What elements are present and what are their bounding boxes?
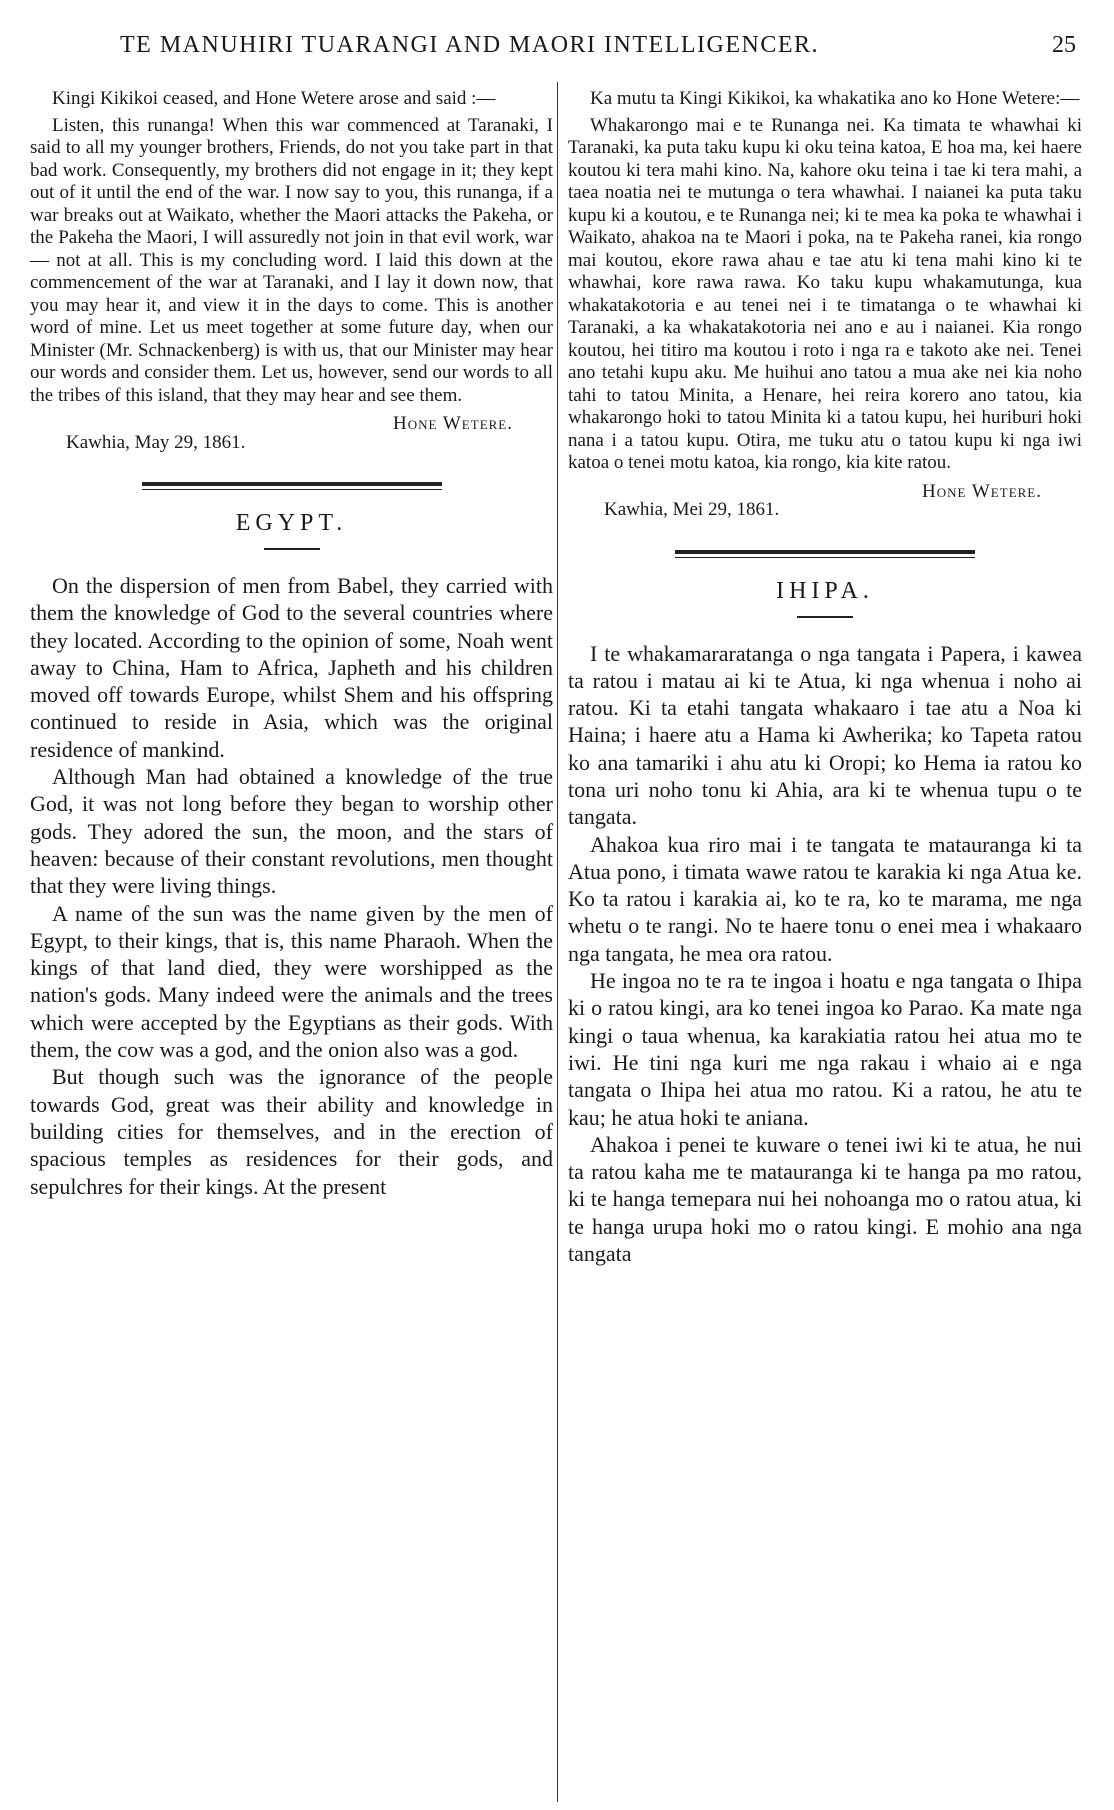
article-paragraph: A name of the sun was the name given by the men of Egypt, to their kings, that is, this name Pharaoh. When the kings of that land died, they were worshipped as the nation's gods. Many indeed were the animals and the trees which were accepted by the Egyptians as their gods. With them, the cow was a god, and the onion also was a god. bbox=[30, 900, 553, 1063]
article-paragraph: But though such was the ignorance of the people towards God, great was their ability and knowledge in building cities for themselves, and in the erection of spacious temples as residences for their gods, and sepulchres for their kings. At the present bbox=[30, 1064, 553, 1199]
article-title: EGYPT. bbox=[235, 510, 348, 536]
letter-dateline: Kawhia, Mei 29, 1861. bbox=[604, 499, 780, 520]
column-divider bbox=[557, 82, 558, 1802]
title-underline bbox=[264, 548, 320, 550]
article-paragraph: I te whakamararatanga o nga tangata i Papera, i kawea ta ratou i matau ai ki te Atua, ki nga whenua i noho ai ratou. Ki ta etahi tangata whakaaro i tae atu a Noa ki Haina; i haere atu a Hama ki Awherika; ko Tapeta ratou ko ana tamariki i ahu atu ki Oropi; ko Hema ia ratou ko tona uri noho tonu ki Ahia, ara ki te whenua tupu o te tangata. bbox=[568, 640, 1082, 830]
maori-letter bbox=[568, 88, 1082, 522]
title-underline bbox=[797, 616, 853, 618]
page-header bbox=[0, 32, 1114, 66]
letter-body: Listen, this runanga! When this war commenced at Taranaki, I said to all my younger brothers, Friends, do not you take part in that bad work. Consequently, my brothers did not engage in it; they kept out of it until the end of the war. I now say to you, this runanga, if a war breaks out at Waikato, whether the Maori attacks the Pakeha, or the Pakeha the Maori, I will assuredly not join in that evil work, war— not at all. This is my concluding word. I laid this down at the commencement of the war at Taranaki, and I lay it down now, that you may hear it, and view it in the days to come. This is another word of mine. Let us meet together at some future day, when our Minister (Mr. Schnackenberg) is with us, that our Minister may hear our words and consider them. Let us, however, send our words to all the tribes of this island, that they may hear and see them. bbox=[30, 114, 553, 406]
article-title: IHIPA. bbox=[776, 577, 874, 604]
letter-signature: Hone Wetere. bbox=[922, 480, 1042, 502]
article-paragraph: On the dispersion of men from Babel, they carried with them the knowledge of God to the several countries where they located. According to the opinion of some, Noah went away to China, Ham to Africa, Japheth and his children moved off towards Europe, whilst Shem and his offspring continued to reside in Asia, which was the original residence of mankind. bbox=[30, 573, 553, 762]
letter-intro: Ka mutu ta Kingi Kikikoi, ka whakatika ano ko Hone Wetere:— bbox=[590, 88, 1080, 109]
letter-signature: Hone Wetere. bbox=[393, 413, 513, 434]
article-paragraph: Although Man had obtained a knowledge of the true God, it was not long before they began to worship other gods. They adored the sun, the moon, and the stars of heaven: because of their constant revolutions, men thought that they were living things. bbox=[30, 764, 553, 899]
article-paragraph: Ahakoa i penei te kuware o tenei iwi ki te atua, he nui ta ratou kaha me te matauranga ki te hanga pa mo ratou, ki te hanga temepara nui hei nohoanga mo o ratou atua, ki te hanga urupa hoki mo o ratou kingi. E mohio ana nga tangata bbox=[568, 1131, 1082, 1267]
running-title: TE MANUHIRI TUARANGI AND MAORI INTELLIGENCER. bbox=[120, 32, 819, 58]
section-rule bbox=[142, 482, 442, 490]
english-column bbox=[30, 88, 553, 1810]
english-letter bbox=[30, 88, 553, 454]
article-paragraph: He ingoa no te ra te ingoa i hoatu e nga tangata o Ihipa ki o ratou kingi, ara ko tenei ingoa ko Parao. Ka mate nga kingi o taua whenua, ka karakiatia ratou hei atua mo te iwi. He tini nga kuri me nga rakau i whaio ai e nga tangata o Ihipa hei atua mo ratou. Ki a ratou, he atu te kau; he atua hoki te aniana. bbox=[568, 968, 1082, 1130]
letter-dateline: Kawhia, May 29, 1861. bbox=[66, 431, 246, 453]
maori-column bbox=[568, 88, 1082, 1810]
article-paragraph: Ahakoa kua riro mai i te tangata te matauranga ki ta Atua pono, i timata wawe ratou te karakia ki nga Atua ke. Ko ta ratou i karakia ai, ko te ra, ko te marama, me nga whetu o te rangi. No te haere tonu o enei mea i whakaaro nga tangata, he mea ora ratou. bbox=[568, 831, 1082, 966]
english-article bbox=[30, 572, 553, 1200]
letter-body: Whakarongo mai e te Runanga nei. Ka timata te whawhai ki Taranaki, ka puta taku kupu ki oku teina katoa, E hoa ma, kei haere koutou ki tera mahi kino. Na, kahore oku teina i tae ki tera mahi, a taea noatia nei te mutunga o tera whawhai. I naianei ka puta taku kupu ki a koutou, e te Runanga nei; ki te mea ka poka te whawhai i Waikato, ahakoa na te Maori i poka, na te Pakeha ranei, kia rongo mai koutou, ekore rawa ahau e tae atu ki tena mahi kino ki te whawhai, kore rawa rawa. Ko taku kupu whakamutunga, kua whakatakotoria e au tenei nei i te timatanga o te whawhai ki Taranaki, a ka whakatakotoria nei ano e au i naianei. Kia rongo koutou, hei titiro ma koutou i roto i nga ra e takoto ake nei. Tenei ano tetahi kupu aku. Me huihui ano tatou a mua ake nei kia noho tahi to tatou Minita, a Henare, hei reira korero ano tatou, kia whakarongo hoki to tatou Minita ki a tatou kupu, hei huriburi hoki nana i a tatou kupu. Otira, me tuku atu o tatou kupu ki nga iwi katoa o tenei motu katoa, kia rongo, kia kite ratou. bbox=[568, 114, 1082, 473]
letter-intro: Kingi Kikikoi ceased, and Hone Wetere arose and said :— bbox=[52, 88, 496, 109]
maori-article bbox=[568, 640, 1082, 1268]
page-number: 25 bbox=[1052, 32, 1076, 58]
section-rule bbox=[675, 550, 975, 558]
